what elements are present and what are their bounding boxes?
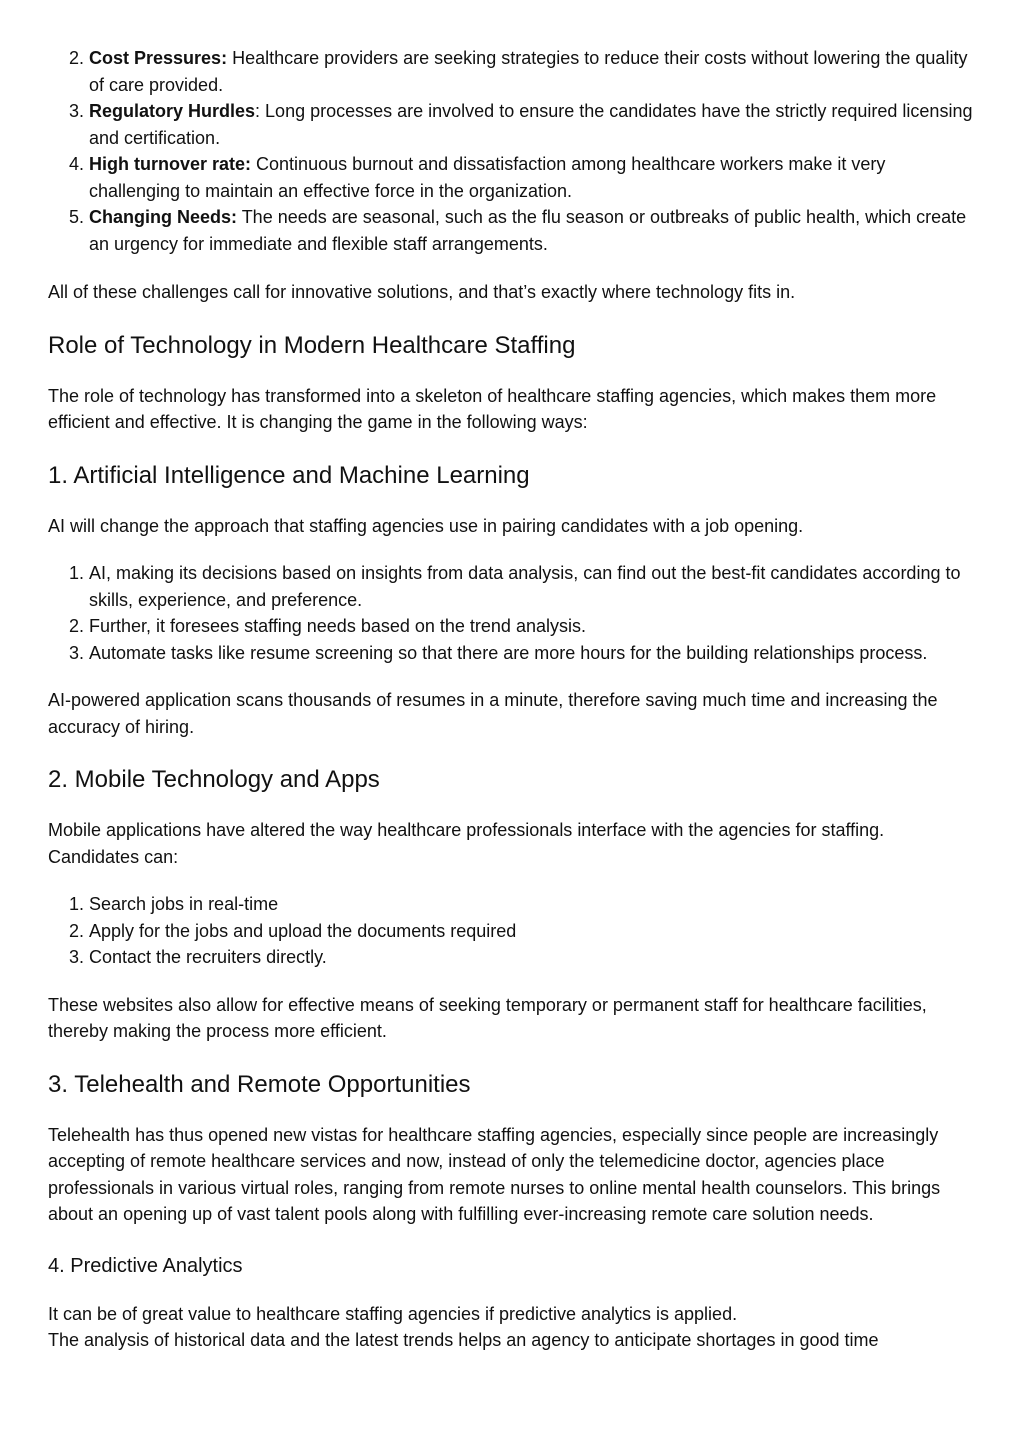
list-item-text: : Long processes are involved to ensure the candidates have the strictly required licensing and certification. [89, 101, 973, 148]
list-item-text: The needs are seasonal, such as the flu season or outbreaks of public health, which create an urgency for immediate and flexible staff arrangements. [89, 207, 967, 254]
list-item: 2. Further, it foresees staffing needs based on the trend analysis. [89, 613, 974, 640]
list-item [89, 98, 974, 151]
list-item-title: Changing Needs: [89, 207, 238, 227]
mobile-heading: 2. Mobile Technology and Apps [48, 766, 380, 793]
mobile-intro: Mobile applications have altered the way healthcare professionals interface with the agencies for staffing. Candidates can: [48, 820, 885, 867]
list-item-title: Cost Pressures: [89, 48, 228, 68]
list-item: 3. Automate tasks like resume screening so that there are more hours for the building relationships process. [89, 640, 974, 667]
list-item [89, 204, 974, 257]
ai-intro: AI will change the approach that staffing agencies use in pairing candidates with a job opening. [48, 515, 804, 536]
mobile-list [48, 891, 974, 971]
list-item [89, 151, 974, 204]
list-item [89, 45, 974, 98]
list-item-text: Healthcare providers are seeking strategies to reduce their costs without lowering the quality of care provided. [89, 48, 968, 95]
list-item-text: Continuous burnout and dissatisfaction among healthcare workers make it very challenging to maintain an effective force in the organization. [89, 154, 886, 201]
ai-outro: AI-powered application scans thousands of resumes in a minute, therefore saving much time and increasing the accuracy of hiring. [48, 690, 938, 737]
list-item: 1. AI, making its decisions based on insights from data analysis, can find out the best-fit candidates according to skills, experience, and preference. [89, 560, 974, 613]
role-heading: Role of Technology in Modern Healthcare Staffing [48, 331, 576, 359]
mobile-outro: These websites also allow for effective means of seeking temporary or permanent staff for healthcare facilities, thereby making the process more efficient. [48, 994, 927, 1041]
list-item: 3. Contact the recruiters directly. [89, 944, 974, 971]
list-item: 1. Search jobs in real-time [89, 891, 974, 918]
telehealth-body: Telehealth has thus opened new vistas for healthcare staffing agencies, especially since people are increasingly accepting of remote healthcare services and now, instead of only the telemedicine doctor, agencies place professionals in various virtual roles, ranging from remote nurses to online mental health counselors. This brings about an opening up of vast talent pools along with fulfilling ever-increasing remote care solution needs. [48, 1124, 941, 1224]
predictive-line-2: The analysis of historical data and the latest trends helps an agency to anticipate shortages in good time [48, 1330, 879, 1350]
challenges-summary: All of these challenges call for innovative solutions, and that’s exactly where technology fits in. [48, 282, 796, 302]
list-item-title: High turnover rate: [89, 154, 252, 174]
predictive-line-1: It can be of great value to healthcare staffing agencies if predictive analytics is applied. [48, 1303, 738, 1324]
list-item: 2. Apply for the jobs and upload the documents required [89, 918, 974, 945]
role-intro: The role of technology has transformed into a skeleton of healthcare staffing agencies, which makes them more efficient and effective. It is changing the game in the following ways: [48, 385, 937, 432]
list-item-title: Regulatory Hurdles [89, 101, 256, 121]
telehealth-heading: 3. Telehealth and Remote Opportunities [48, 1070, 471, 1098]
ai-list [48, 560, 974, 666]
predictive-heading: 4. Predictive Analytics [48, 1254, 243, 1277]
challenges-list [48, 45, 974, 257]
ai-heading: 1. Artificial Intelligence and Machine Learning [48, 461, 530, 489]
